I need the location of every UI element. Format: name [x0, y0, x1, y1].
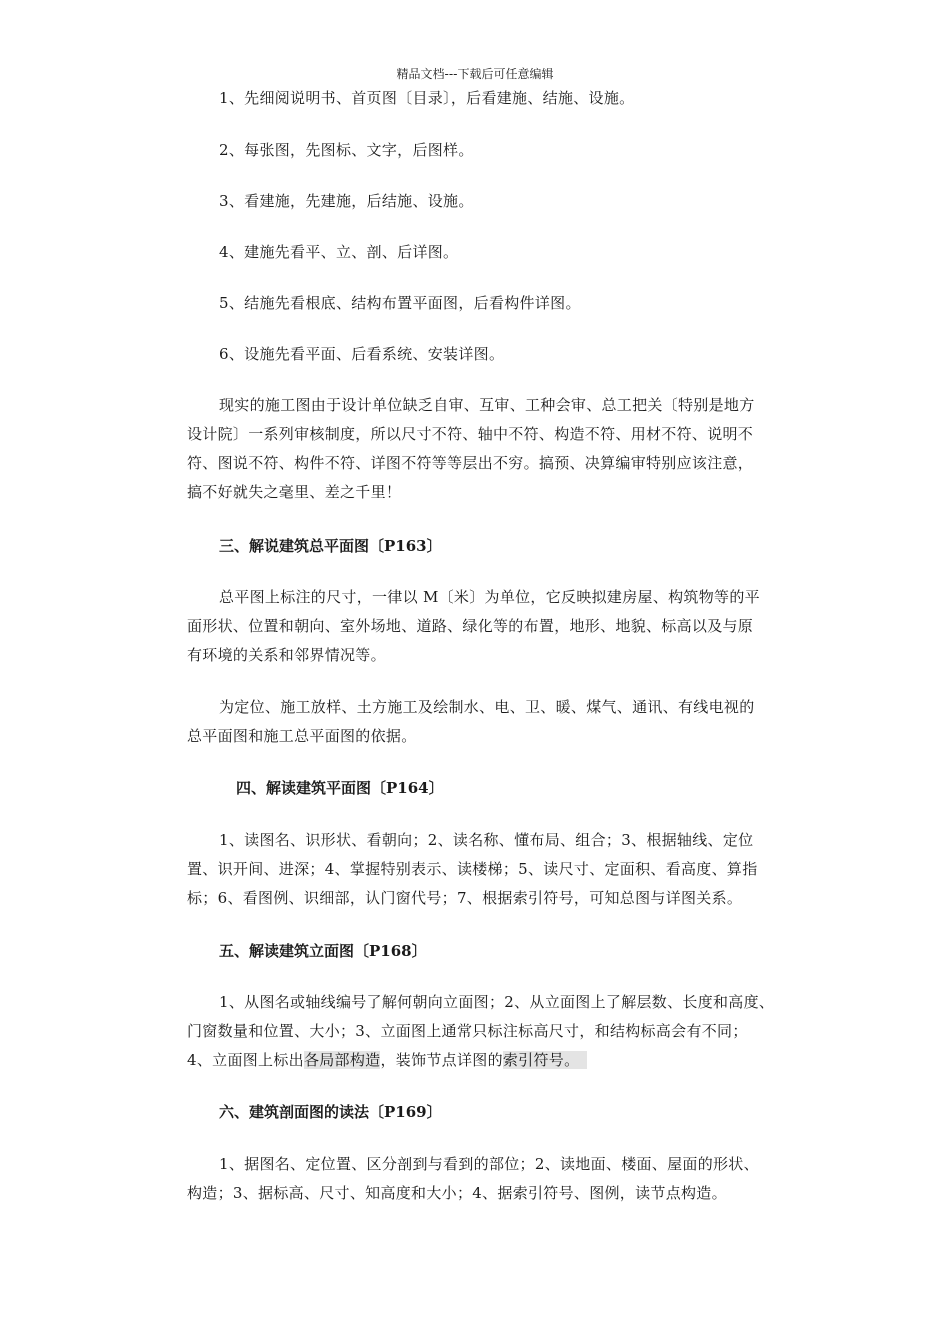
reality-para-line: 搞不好就失之毫里、差之千里！: [187, 483, 402, 501]
highlighted-text: 各局部构造: [303, 1051, 381, 1069]
section-4-para-line: 标；6、看图例、识细部，认门窗代号；7、根据索引符号，可知总图与详图关系。: [187, 889, 743, 907]
highlighted-text: 索引符号。: [503, 1051, 588, 1069]
section-5-para-line: 1、从图名或轴线编号了解何朝向立面图；2、从立面图上了解层数、长度和高度、: [219, 993, 775, 1011]
section-3-para-line: 面形状、位置和朝向、室外场地、道路、绿化等的布置，地形、地貌、标高以及与原: [187, 617, 754, 635]
section-5-last-line-part: 4、立面图上标出: [187, 1051, 304, 1069]
step-5: 5、结施先看根底、结构布置平面图，后看构件详图。: [219, 294, 581, 312]
step-6: 6、设施先看平面、后看系统、安装详图。: [219, 345, 505, 363]
section-6-para-line: 构造；3、据标高、尺寸、知高度和大小；4、据索引符号、图例，读节点构造。: [187, 1184, 727, 1202]
reality-para-line: 设计院〕一系列审核制度，所以尺寸不符、轴中不符、构造不符、用材不符、说明不: [187, 425, 754, 443]
section-3-para-line: 总平图上标注的尺寸，一律以 M〔米〕为单位，它反映拟建房屋、构筑物等的平: [219, 588, 760, 606]
section-6-heading: 六、建筑剖面图的读法〔P169〕: [219, 1103, 442, 1121]
section-3-para2-line: 为定位、施工放样、土方施工及绘制水、电、卫、暖、煤气、通讯、有线电视的: [219, 698, 755, 716]
section-3-para-line: 有环境的关系和邻界情况等。: [187, 646, 386, 664]
section-3-heading: 三、解说建筑总平面图〔P163〕: [219, 537, 442, 555]
section-5-last-line: [187, 1050, 587, 1070]
section-5-heading: 五、解读建筑立面图〔P168〕: [219, 942, 427, 960]
section-4-para-line: 置、识开间、进深；4、掌握特别表示、读楼梯；5、读尺寸、定面积、看高度、算指: [187, 860, 758, 878]
reality-para-line: 现实的施工图由于设计单位缺乏自审、互审、工种会审、总工把关〔特别是地方: [219, 396, 755, 414]
step-2: 2、每张图，先图标、文字，后图样。: [219, 141, 474, 159]
page-header: 精品文档---下载后可任意编辑: [396, 67, 554, 81]
section-4-heading: 四、解读建筑平面图〔P164〕: [236, 779, 444, 797]
step-3: 3、看建施，先建施，后结施、设施。: [219, 192, 474, 210]
section-6-para-line: 1、据图名、定位置、区分剖到与看到的部位；2、读地面、楼面、屋面的形状、: [219, 1155, 759, 1173]
reality-para-line: 符、图说不符、构件不符、详图不符等等层出不穷。搞预、决算编审特别应该注意，: [187, 454, 754, 472]
section-5-para-line: 门窗数量和位置、大小；3、立面图上通常只标注标高尺寸，和结构标高会有不同；: [187, 1022, 748, 1040]
step-1: 1、先细阅说明书、首页图〔目录〕，后看建施、结施、设施。: [219, 89, 635, 107]
section-5-last-line-part: ，装饰节点详图的: [380, 1051, 503, 1069]
step-4: 4、建施先看平、立、剖、后详图。: [219, 243, 459, 261]
section-3-para2-line: 总平面图和施工总平面图的依据。: [187, 727, 417, 745]
section-4-para-line: 1、读图名、识形状、看朝向；2、读名称、懂布局、组合；3、根据轴线、定位: [219, 831, 754, 849]
